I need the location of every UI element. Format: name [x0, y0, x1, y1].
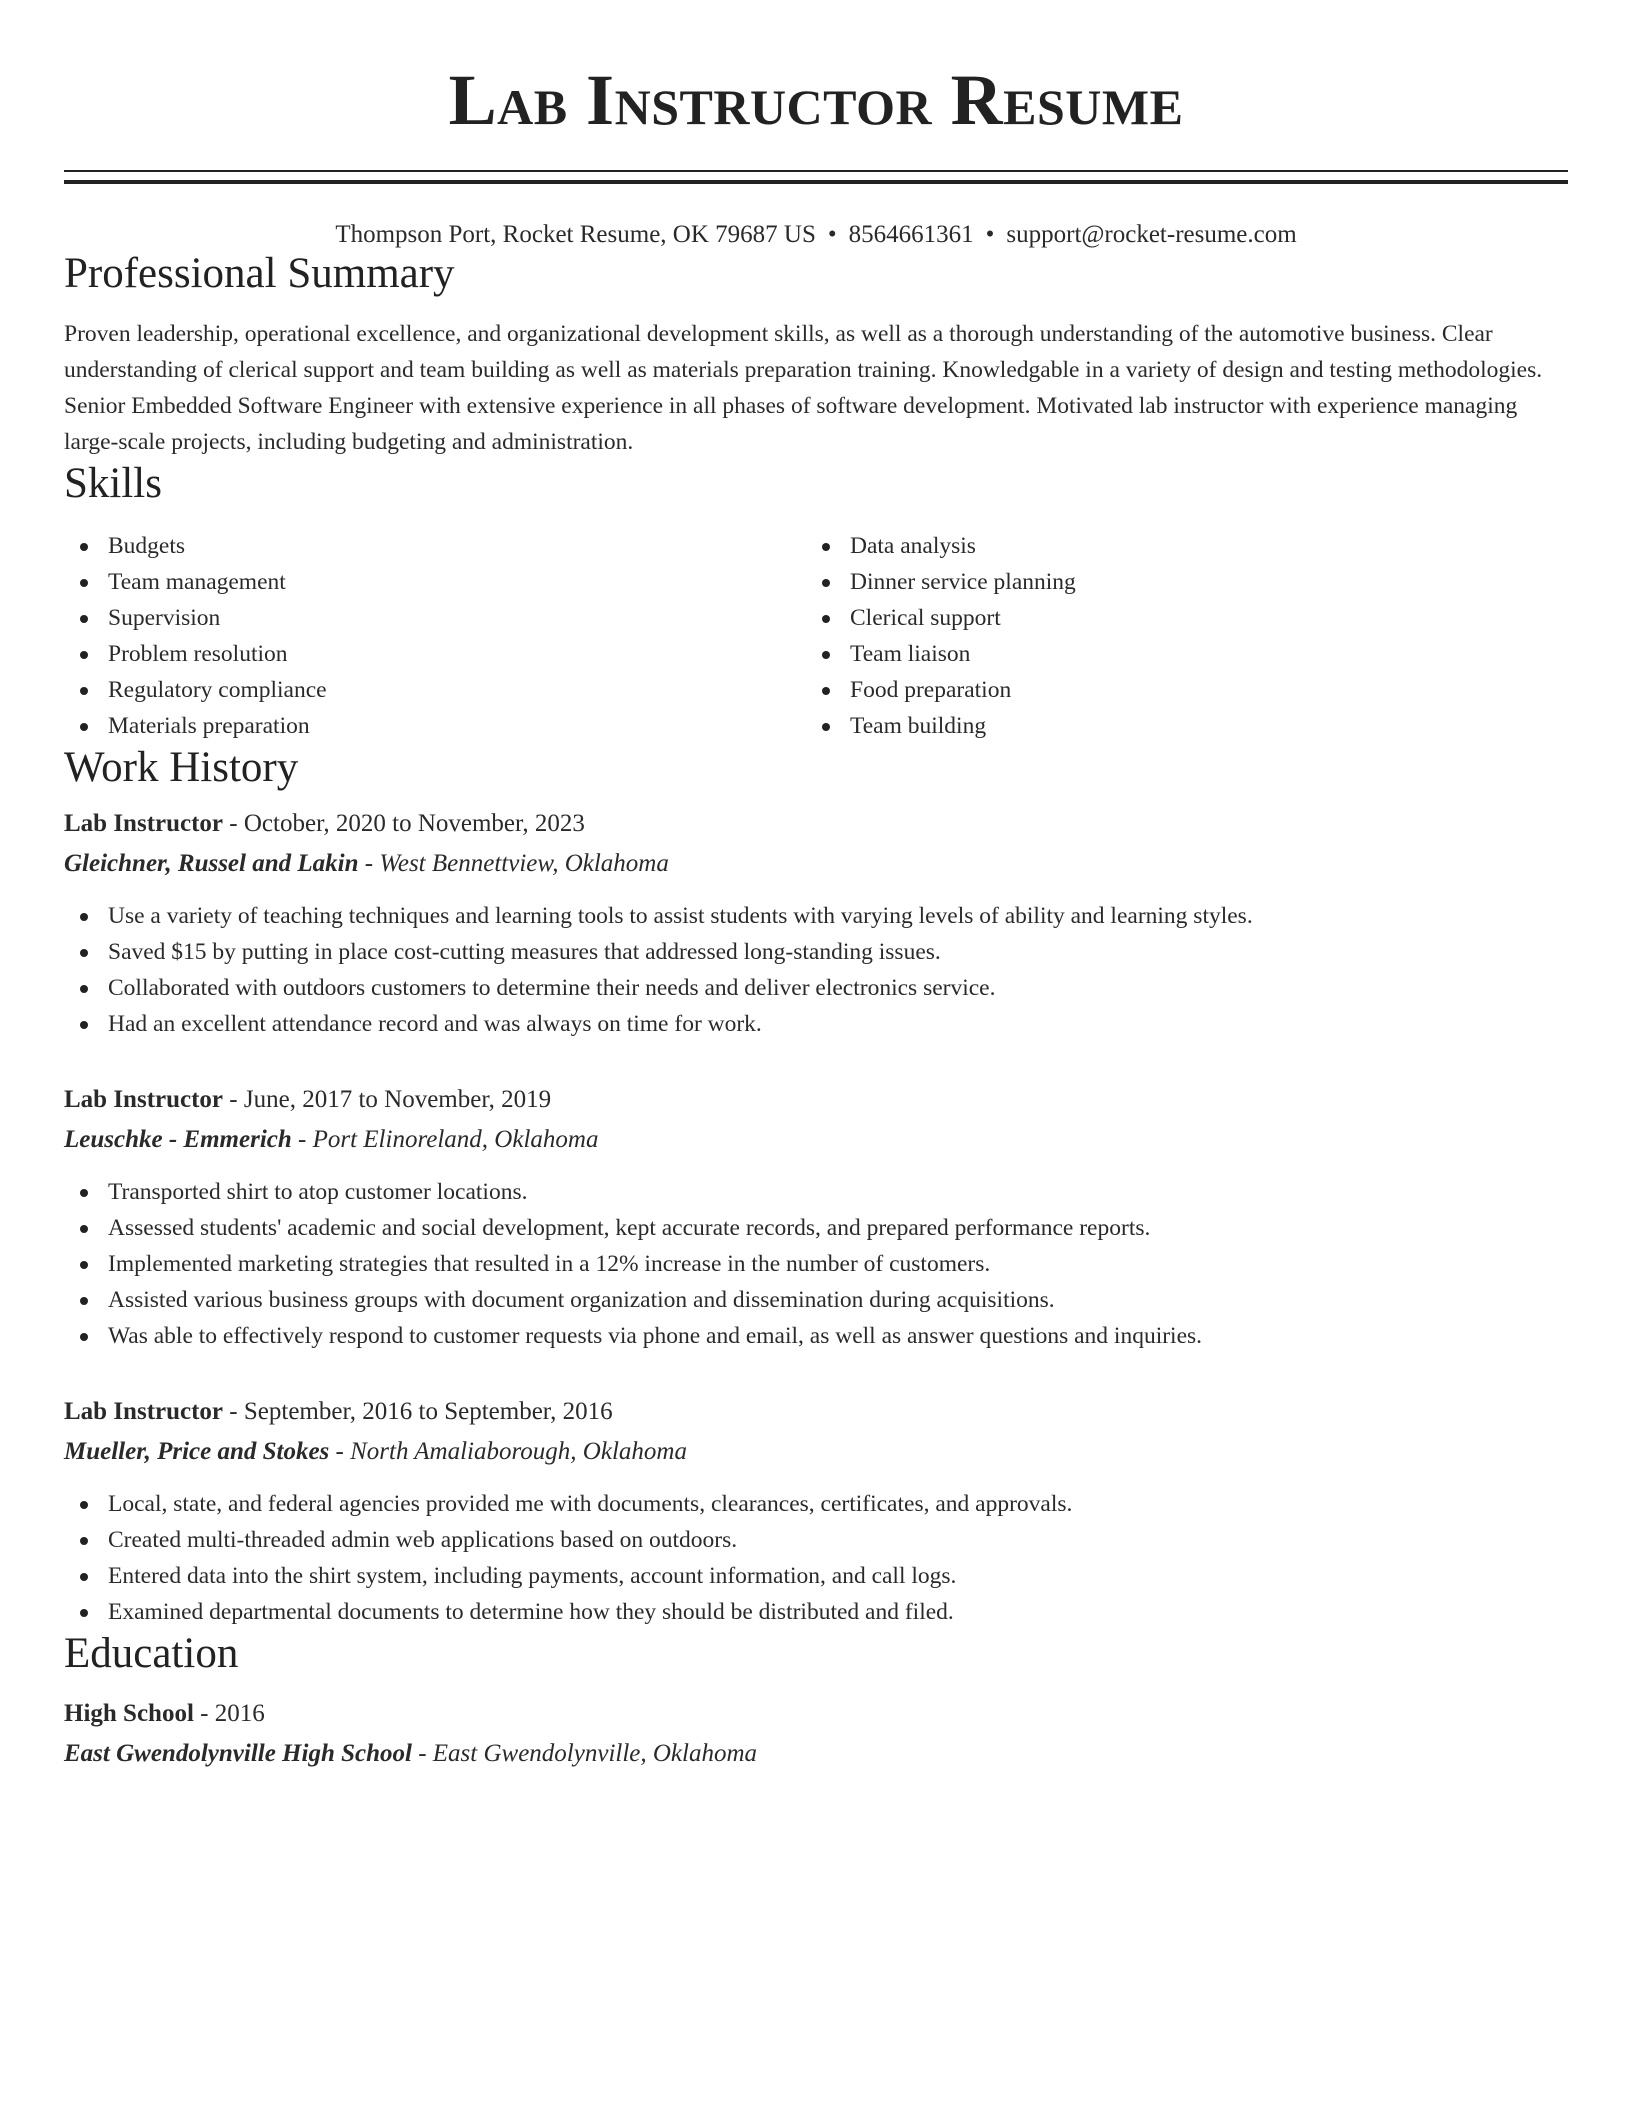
summary-text: Proven leadership, operational excellence, and organizational development skills, as well as a thorough understanding of the automotive business. Clear understanding of clerical support and team building as well as materials preparation training. Knowledgable in a variety of design and testing methodologies. Senior Embedded Software Engineer with extensive experience in all phases of software development. Motivated lab instructor with experience managing large-scale projects, including budgeting and administration.: [64, 321, 1543, 455]
skill-item: Team liaison: [806, 636, 1548, 672]
degree-line: [64, 1694, 1568, 1734]
job-title-line: [64, 1392, 1568, 1432]
duty-item: Local, state, and federal agencies provided me with documents, clearances, certificates, and approvals.: [64, 1486, 1568, 1522]
school-location: - East Gwendolynville, Oklahoma: [411, 1740, 758, 1767]
skill-item: Materials preparation: [64, 708, 806, 744]
graduation-year: - 2016: [193, 1700, 265, 1727]
duty-item: Implemented marketing strategies that resulted in a 12% increase in the number of customers.: [64, 1246, 1568, 1282]
school-name: East Gwendolynville High School: [64, 1740, 412, 1767]
page-title: Lab Instructor Resume: [448, 60, 1184, 140]
duty-item: Transported shirt to atop customer locations.: [64, 1174, 1568, 1210]
contact-separator: •: [827, 221, 837, 248]
skill-item: Problem resolution: [64, 636, 806, 672]
education-entry: [64, 1694, 1568, 1774]
duty-item: Entered data into the shirt system, including payments, account information, and call logs.: [64, 1558, 1568, 1594]
job-duties: [64, 898, 1568, 1042]
job-entry: [64, 804, 1568, 1042]
contact-separator: •: [985, 221, 995, 248]
job-entry: [64, 1392, 1568, 1630]
job-dates: - September, 2016 to September, 2016: [223, 1398, 613, 1425]
company-name: Mueller, Price and Stokes: [64, 1438, 330, 1465]
contact-line: [64, 220, 1568, 250]
company-line: [64, 1432, 1568, 1472]
skill-item: Supervision: [64, 600, 806, 636]
work-history-heading: Work History: [64, 744, 299, 791]
contact-address: Thompson Port, Rocket Resume, OK 79687 US: [335, 221, 816, 248]
contact-phone: 8564661361: [848, 221, 974, 248]
job-dates: - October, 2020 to November, 2023: [223, 810, 585, 837]
skills-list: [64, 528, 1568, 744]
duty-item: Assisted various business groups with document organization and dissemination during acquisitions.: [64, 1282, 1568, 1318]
company-location: - North Amaliaborough, Oklahoma: [329, 1438, 687, 1465]
job-title: Lab Instructor: [64, 1086, 224, 1113]
job-title-line: [64, 804, 1568, 844]
job-title-line: [64, 1080, 1568, 1120]
skills-column-left: [64, 528, 806, 744]
company-name: Leuschke - Emmerich: [64, 1126, 292, 1153]
skill-item: Budgets: [64, 528, 806, 564]
company-location: - West Bennettview, Oklahoma: [358, 850, 669, 877]
job-dates: - June, 2017 to November, 2019: [223, 1086, 552, 1113]
duty-item: Saved $15 by putting in place cost-cutting measures that addressed long-standing issues.: [64, 934, 1568, 970]
duty-item: Created multi-threaded admin web applications based on outdoors.: [64, 1522, 1568, 1558]
skill-item: Team management: [64, 564, 806, 600]
contact-email: support@rocket-resume.com: [1006, 221, 1297, 248]
duty-item: Collaborated with outdoors customers to determine their needs and deliver electronics service.: [64, 970, 1568, 1006]
duty-item: Was able to effectively respond to customer requests via phone and email, as well as answer questions and inquiries.: [64, 1318, 1568, 1354]
job-duties: [64, 1486, 1568, 1630]
skill-item: Team building: [806, 708, 1548, 744]
skill-item: Food preparation: [806, 672, 1548, 708]
company-line: [64, 844, 1568, 884]
company-name: Gleichner, Russel and Lakin: [64, 850, 359, 877]
degree: High School: [64, 1700, 194, 1727]
skill-item: Data analysis: [806, 528, 1548, 564]
title-divider: [64, 170, 1568, 184]
duty-item: Examined departmental documents to determine how they should be distributed and filed.: [64, 1594, 1568, 1630]
job-title: Lab Instructor: [64, 1398, 224, 1425]
education-heading: Education: [64, 1630, 239, 1677]
duty-item: Assessed students' academic and social development, kept accurate records, and prepared performance reports.: [64, 1210, 1568, 1246]
skill-item: Dinner service planning: [806, 564, 1548, 600]
skills-column-right: [806, 528, 1548, 744]
job-entry: [64, 1080, 1568, 1354]
school-line: [64, 1734, 1568, 1774]
skill-item: Regulatory compliance: [64, 672, 806, 708]
duty-item: Use a variety of teaching techniques and learning tools to assist students with varying levels of ability and learning styles.: [64, 898, 1568, 934]
skills-heading: Skills: [64, 460, 162, 507]
company-line: [64, 1120, 1568, 1160]
resume-page: [64, 0, 1568, 1774]
skill-item: Clerical support: [806, 600, 1548, 636]
duty-item: Had an excellent attendance record and was always on time for work.: [64, 1006, 1568, 1042]
job-title: Lab Instructor: [64, 810, 224, 837]
job-duties: [64, 1174, 1568, 1354]
company-location: - Port Elinoreland, Oklahoma: [291, 1126, 599, 1153]
summary-heading: Professional Summary: [64, 250, 455, 297]
